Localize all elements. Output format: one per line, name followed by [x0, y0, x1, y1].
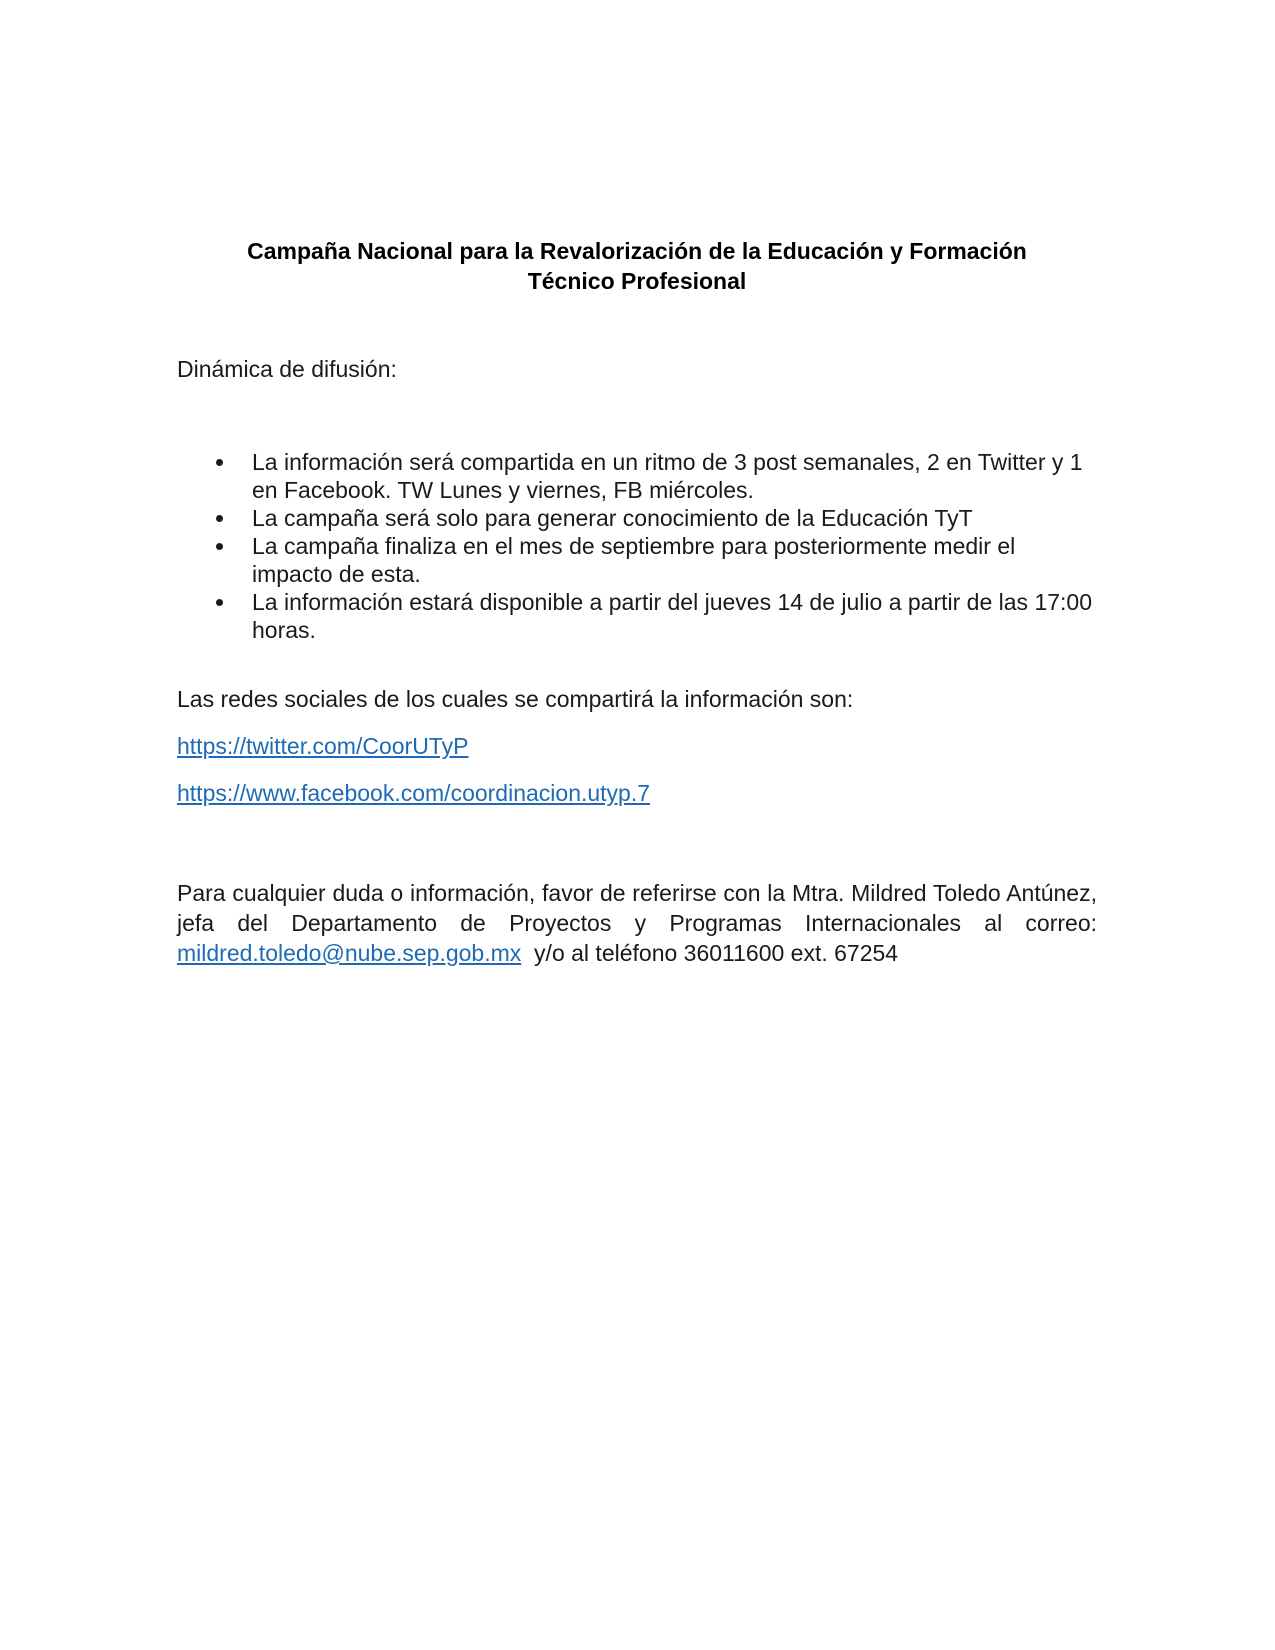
bullet-icon: [216, 599, 223, 606]
document-title: [177, 236, 1097, 296]
title-line-2: Técnico Profesional: [527, 268, 747, 294]
facebook-link[interactable]: https://www.facebook.com/coordinacion.utyp.7: [177, 780, 651, 806]
bullet-icon: [216, 459, 223, 466]
bullet-item: [177, 588, 1097, 644]
bullet-list: [177, 448, 1097, 644]
document-page: [177, 236, 1097, 991]
bullet-item: [177, 532, 1097, 588]
bullet-item: [177, 448, 1097, 504]
bullet-text: La información estará disponible a partir del jueves 14 de julio a partir de las 17:00 horas.: [252, 589, 1093, 643]
bullet-item: [177, 504, 1097, 532]
contact-text-before: Para cualquier duda o información, favor de referirse con la Mtra. Mildred Toledo Antúnez, jefa del Departamento de Proyectos y Programas Internacionales al correo:: [177, 880, 1097, 936]
lead-text: Dinámica de difusión:: [177, 356, 397, 382]
twitter-link[interactable]: https://twitter.com/CoorUTyP: [177, 733, 469, 759]
redes-intro: Las redes sociales de los cuales se compartirá la información son:: [177, 686, 854, 712]
contact-text-after: y/o al teléfono 36011600 ext. 67254: [521, 940, 899, 966]
bullet-icon: [216, 543, 223, 550]
contact-paragraph: [177, 878, 1097, 968]
bullet-text: La campaña será solo para generar conocimiento de la Educación TyT: [252, 505, 973, 531]
title-line-1: Campaña Nacional para la Revalorización de la Educación y Formación: [247, 238, 1027, 264]
bullet-icon: [216, 515, 223, 522]
email-link[interactable]: mildred.toledo@nube.sep.gob.mx: [177, 940, 522, 966]
bullet-text: La campaña finaliza en el mes de septiembre para posteriormente medir el impacto de esta.: [252, 533, 1016, 587]
twitter-link-line: [177, 731, 1097, 761]
bullet-text: La información será compartida en un ritmo de 3 post semanales, 2 en Twitter y 1 en Facebook. TW Lunes y viernes, FB miércoles.: [252, 449, 1083, 503]
facebook-link-line: [177, 778, 1097, 808]
